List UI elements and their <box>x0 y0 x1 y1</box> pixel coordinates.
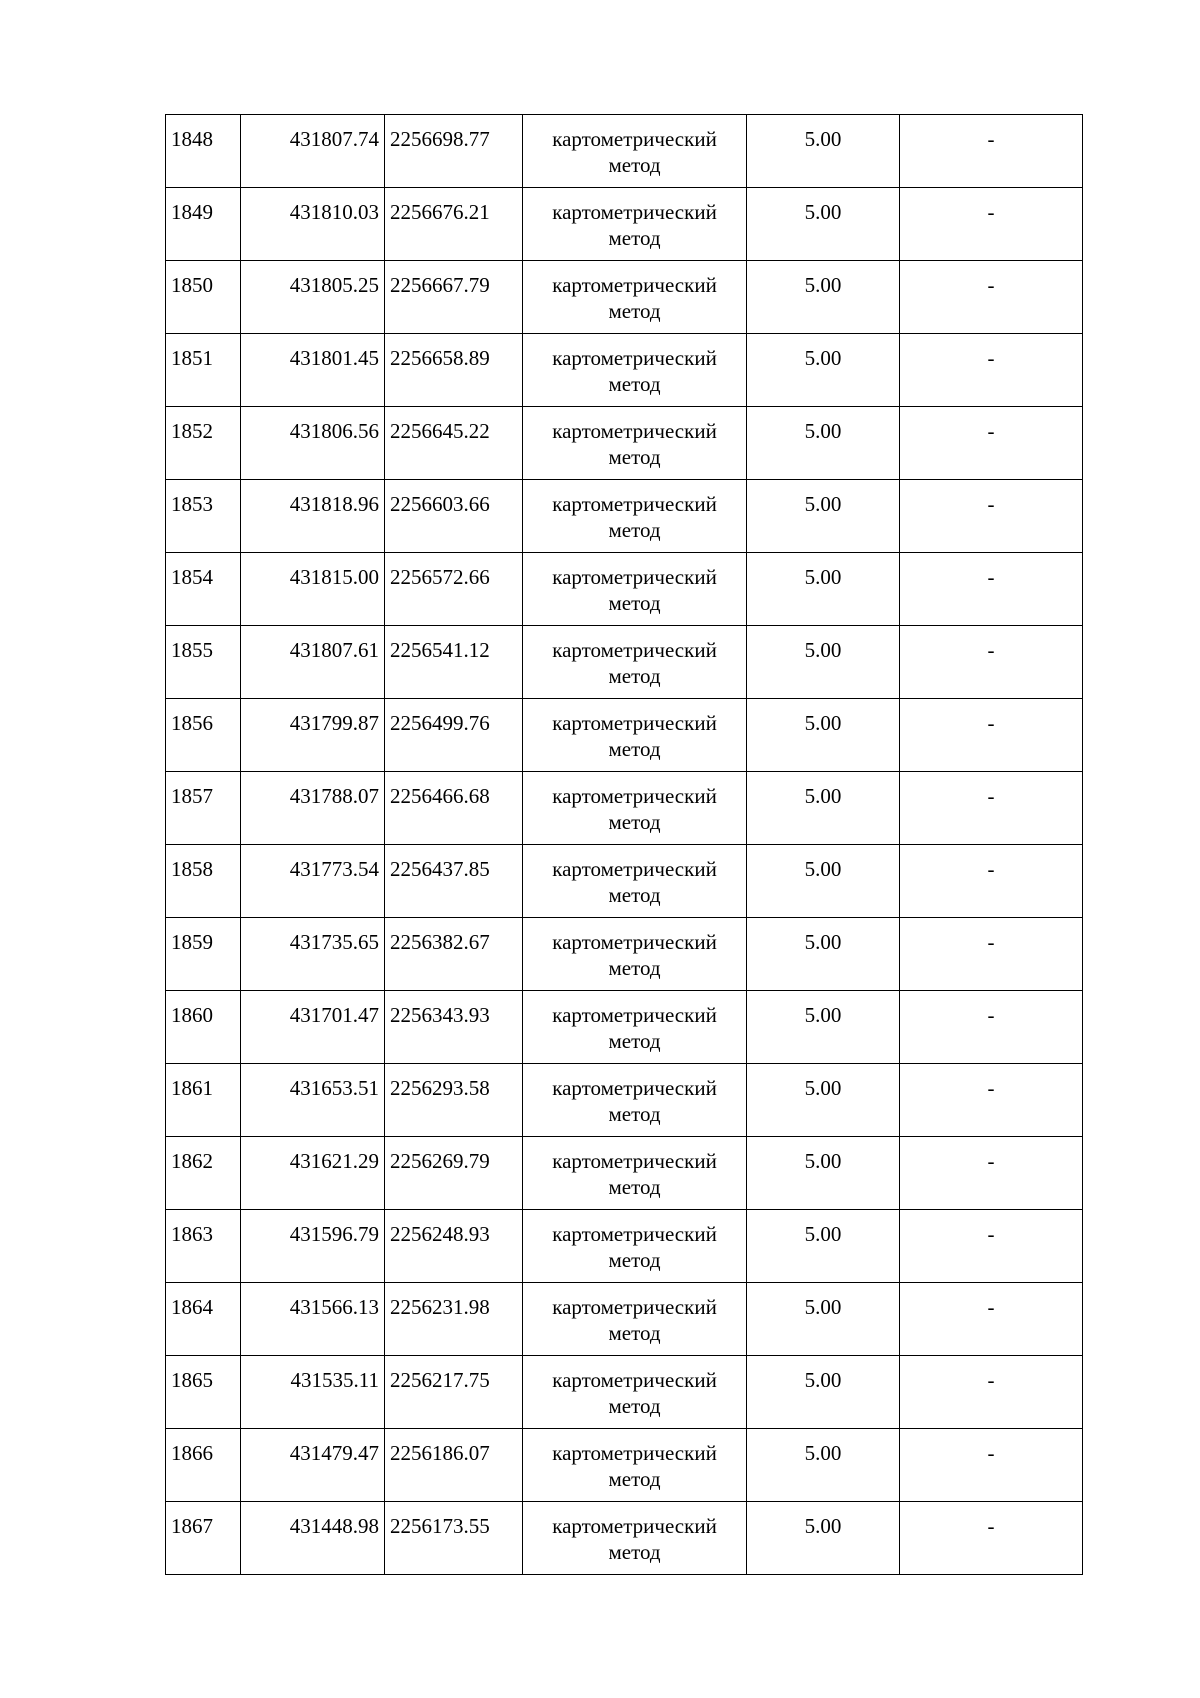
x-coordinate-cell: 431535.11 <box>241 1356 385 1429</box>
y-coordinate-cell: 2256343.93 <box>385 991 523 1064</box>
table-row <box>166 991 1083 1064</box>
method-cell: картометрический метод <box>523 991 747 1064</box>
description-cell: - <box>900 991 1083 1064</box>
method-cell: картометрический метод <box>523 772 747 845</box>
point-number-cell: 1850 <box>166 261 241 334</box>
y-coordinate-cell: 2256667.79 <box>385 261 523 334</box>
table-row <box>166 334 1083 407</box>
description-cell: - <box>900 699 1083 772</box>
y-coordinate-cell: 2256603.66 <box>385 480 523 553</box>
x-coordinate-cell: 431596.79 <box>241 1210 385 1283</box>
table-row <box>166 1137 1083 1210</box>
description-cell: - <box>900 1137 1083 1210</box>
description-cell: - <box>900 1356 1083 1429</box>
method-cell: картометрический метод <box>523 1137 747 1210</box>
accuracy-cell: 5.00 <box>747 1210 900 1283</box>
table-row <box>166 1210 1083 1283</box>
accuracy-cell: 5.00 <box>747 334 900 407</box>
accuracy-cell: 5.00 <box>747 261 900 334</box>
accuracy-cell: 5.00 <box>747 918 900 991</box>
description-cell: - <box>900 334 1083 407</box>
y-coordinate-cell: 2256676.21 <box>385 188 523 261</box>
method-cell: картометрический метод <box>523 334 747 407</box>
x-coordinate-cell: 431806.56 <box>241 407 385 480</box>
y-coordinate-cell: 2256499.76 <box>385 699 523 772</box>
method-cell: картометрический метод <box>523 845 747 918</box>
y-coordinate-cell: 2256382.67 <box>385 918 523 991</box>
accuracy-cell: 5.00 <box>747 1064 900 1137</box>
accuracy-cell: 5.00 <box>747 699 900 772</box>
table-row <box>166 1502 1083 1575</box>
x-coordinate-cell: 431815.00 <box>241 553 385 626</box>
method-cell: картометрический метод <box>523 115 747 188</box>
point-number-cell: 1852 <box>166 407 241 480</box>
x-coordinate-cell: 431788.07 <box>241 772 385 845</box>
accuracy-cell: 5.00 <box>747 188 900 261</box>
table-row <box>166 553 1083 626</box>
point-number-cell: 1855 <box>166 626 241 699</box>
accuracy-cell: 5.00 <box>747 991 900 1064</box>
table-row <box>166 261 1083 334</box>
y-coordinate-cell: 2256572.66 <box>385 553 523 626</box>
y-coordinate-cell: 2256248.93 <box>385 1210 523 1283</box>
method-cell: картометрический метод <box>523 553 747 626</box>
description-cell: - <box>900 480 1083 553</box>
x-coordinate-cell: 431818.96 <box>241 480 385 553</box>
point-number-cell: 1860 <box>166 991 241 1064</box>
description-cell: - <box>900 1502 1083 1575</box>
description-cell: - <box>900 1064 1083 1137</box>
description-cell: - <box>900 261 1083 334</box>
point-number-cell: 1865 <box>166 1356 241 1429</box>
y-coordinate-cell: 2256217.75 <box>385 1356 523 1429</box>
point-number-cell: 1854 <box>166 553 241 626</box>
accuracy-cell: 5.00 <box>747 772 900 845</box>
point-number-cell: 1856 <box>166 699 241 772</box>
point-number-cell: 1851 <box>166 334 241 407</box>
y-coordinate-cell: 2256173.55 <box>385 1502 523 1575</box>
x-coordinate-cell: 431701.47 <box>241 991 385 1064</box>
y-coordinate-cell: 2256437.85 <box>385 845 523 918</box>
y-coordinate-cell: 2256541.12 <box>385 626 523 699</box>
method-cell: картометрический метод <box>523 626 747 699</box>
table-row <box>166 1064 1083 1137</box>
table-row <box>166 772 1083 845</box>
description-cell: - <box>900 115 1083 188</box>
point-number-cell: 1848 <box>166 115 241 188</box>
table-row <box>166 699 1083 772</box>
x-coordinate-cell: 431807.74 <box>241 115 385 188</box>
accuracy-cell: 5.00 <box>747 1429 900 1502</box>
description-cell: - <box>900 772 1083 845</box>
method-cell: картометрический метод <box>523 1429 747 1502</box>
table-row <box>166 115 1083 188</box>
x-coordinate-cell: 431773.54 <box>241 845 385 918</box>
method-cell: картометрический метод <box>523 261 747 334</box>
accuracy-cell: 5.00 <box>747 480 900 553</box>
x-coordinate-cell: 431805.25 <box>241 261 385 334</box>
table-row <box>166 845 1083 918</box>
point-number-cell: 1853 <box>166 480 241 553</box>
point-number-cell: 1863 <box>166 1210 241 1283</box>
point-number-cell: 1857 <box>166 772 241 845</box>
x-coordinate-cell: 431801.45 <box>241 334 385 407</box>
table-row <box>166 1429 1083 1502</box>
x-coordinate-cell: 431799.87 <box>241 699 385 772</box>
table-row <box>166 188 1083 261</box>
coordinates-table-body <box>166 115 1083 1575</box>
coordinates-table <box>165 114 1083 1575</box>
method-cell: картометрический метод <box>523 1283 747 1356</box>
y-coordinate-cell: 2256466.68 <box>385 772 523 845</box>
point-number-cell: 1861 <box>166 1064 241 1137</box>
y-coordinate-cell: 2256645.22 <box>385 407 523 480</box>
description-cell: - <box>900 626 1083 699</box>
point-number-cell: 1867 <box>166 1502 241 1575</box>
x-coordinate-cell: 431807.61 <box>241 626 385 699</box>
method-cell: картометрический метод <box>523 407 747 480</box>
point-number-cell: 1864 <box>166 1283 241 1356</box>
accuracy-cell: 5.00 <box>747 845 900 918</box>
y-coordinate-cell: 2256186.07 <box>385 1429 523 1502</box>
description-cell: - <box>900 1210 1083 1283</box>
y-coordinate-cell: 2256658.89 <box>385 334 523 407</box>
point-number-cell: 1866 <box>166 1429 241 1502</box>
method-cell: картометрический метод <box>523 1210 747 1283</box>
table-row <box>166 480 1083 553</box>
method-cell: картометрический метод <box>523 1502 747 1575</box>
x-coordinate-cell: 431735.65 <box>241 918 385 991</box>
y-coordinate-cell: 2256698.77 <box>385 115 523 188</box>
description-cell: - <box>900 553 1083 626</box>
accuracy-cell: 5.00 <box>747 1502 900 1575</box>
table-row <box>166 1283 1083 1356</box>
point-number-cell: 1858 <box>166 845 241 918</box>
table-row <box>166 407 1083 480</box>
method-cell: картометрический метод <box>523 918 747 991</box>
point-number-cell: 1849 <box>166 188 241 261</box>
x-coordinate-cell: 431621.29 <box>241 1137 385 1210</box>
x-coordinate-cell: 431479.47 <box>241 1429 385 1502</box>
description-cell: - <box>900 845 1083 918</box>
point-number-cell: 1859 <box>166 918 241 991</box>
table-row <box>166 626 1083 699</box>
method-cell: картометрический метод <box>523 188 747 261</box>
accuracy-cell: 5.00 <box>747 626 900 699</box>
accuracy-cell: 5.00 <box>747 1283 900 1356</box>
method-cell: картометрический метод <box>523 1064 747 1137</box>
method-cell: картометрический метод <box>523 1356 747 1429</box>
accuracy-cell: 5.00 <box>747 115 900 188</box>
accuracy-cell: 5.00 <box>747 407 900 480</box>
description-cell: - <box>900 407 1083 480</box>
table-row <box>166 918 1083 991</box>
accuracy-cell: 5.00 <box>747 553 900 626</box>
method-cell: картометрический метод <box>523 480 747 553</box>
description-cell: - <box>900 918 1083 991</box>
x-coordinate-cell: 431810.03 <box>241 188 385 261</box>
description-cell: - <box>900 1429 1083 1502</box>
x-coordinate-cell: 431566.13 <box>241 1283 385 1356</box>
point-number-cell: 1862 <box>166 1137 241 1210</box>
method-cell: картометрический метод <box>523 699 747 772</box>
y-coordinate-cell: 2256293.58 <box>385 1064 523 1137</box>
accuracy-cell: 5.00 <box>747 1356 900 1429</box>
y-coordinate-cell: 2256269.79 <box>385 1137 523 1210</box>
description-cell: - <box>900 188 1083 261</box>
description-cell: - <box>900 1283 1083 1356</box>
accuracy-cell: 5.00 <box>747 1137 900 1210</box>
x-coordinate-cell: 431448.98 <box>241 1502 385 1575</box>
x-coordinate-cell: 431653.51 <box>241 1064 385 1137</box>
y-coordinate-cell: 2256231.98 <box>385 1283 523 1356</box>
table-row <box>166 1356 1083 1429</box>
